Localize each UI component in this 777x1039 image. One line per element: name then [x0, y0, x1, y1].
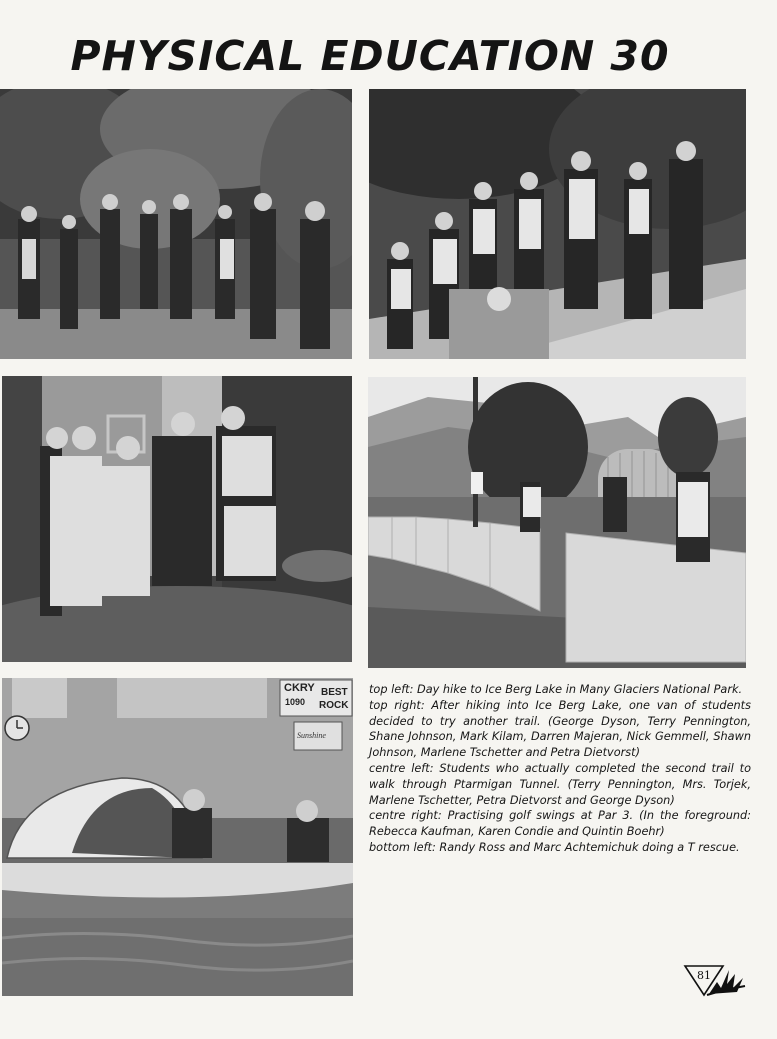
- photo-top-left: [0, 89, 352, 359]
- sign-text-sunshine: Sunshine: [297, 731, 326, 740]
- photo-centre-left: [2, 376, 352, 662]
- photo-centre-right: [368, 377, 746, 668]
- photo-captions: [369, 682, 751, 856]
- radio-sign: [281, 681, 351, 715]
- sign-text-best: BEST: [321, 687, 348, 698]
- sign-text-ckry: CKRY: [284, 682, 315, 694]
- canoe-rescue-photo-icon: [2, 678, 353, 996]
- sign-text-rock: ROCK: [319, 700, 349, 711]
- photo-top-right: [369, 89, 746, 359]
- caption-centre-right: centre right: Practising golf swings at Par 3. (In the foreground: Rebecca Kaufman, Karen Condie and Quintin Boehr): [369, 809, 751, 839]
- triangle-logo-icon: [683, 964, 749, 998]
- page-number: 81: [697, 969, 711, 982]
- students-on-trail-photo-icon: [369, 89, 746, 359]
- caption-centre-left: centre left: Students who actually completed the second trail to walk through Ptarmigan Tunnel. (Terry Pennington, Mrs. Torjek, Marlene Tschetter, Petra Dietvorst and George Dyson): [369, 761, 751, 807]
- caption-bottom-left: bottom left: Randy Ross and Marc Achtemichuk doing a T rescue.: [369, 840, 740, 854]
- page-folio: [683, 964, 749, 998]
- sign-text-1090: 1090: [285, 697, 306, 707]
- students-at-tunnel-photo-icon: [2, 376, 352, 662]
- page-title: PHYSICAL EDUCATION 30: [70, 32, 670, 80]
- caption-top-right: top right: After hiking into Ice Berg Lake, one van of students decided to try another trail. (George Dyson, Terry Pennington, Shane Johnson, Mark Kilam, Darren Majeran, Nick Gemmell, Shawn Johnson, Marlene Tschetter and Petra Dietvorst): [369, 698, 751, 760]
- photo-bottom-left: [2, 678, 353, 996]
- golf-practice-photo-icon: [368, 377, 746, 668]
- hiking-group-photo-icon: [0, 89, 352, 359]
- caption-top-left: top left: Day hike to Ice Berg Lake in Many Glaciers National Park.: [369, 683, 743, 696]
